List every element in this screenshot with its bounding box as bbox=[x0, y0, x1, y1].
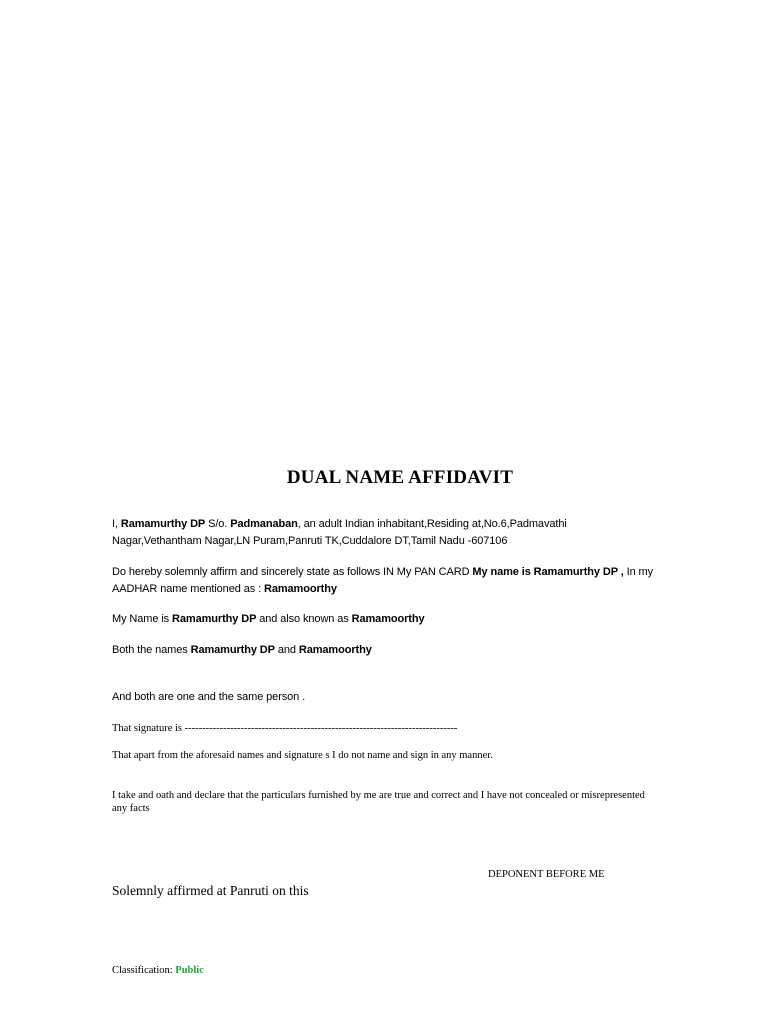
both-bold-2: Ramamoorthy bbox=[298, 644, 372, 656]
father-name: Padmanaban bbox=[230, 518, 298, 530]
my-name-text-2: and also known as bbox=[256, 613, 352, 625]
deponent-label: DEPONENT BEFORE ME bbox=[488, 869, 605, 880]
solemnly-affirmed-line: Solemnly affirmed at Panruti on this bbox=[112, 883, 309, 898]
intro-prefix: I, bbox=[112, 518, 121, 530]
affirm-line-1 bbox=[112, 564, 692, 581]
oath-line-1: I take and oath and declare that the particulars furnished by me are true and correct and I have not concealed or misrepresented bbox=[112, 790, 645, 801]
oath-line-2: any facts bbox=[112, 803, 150, 814]
my-name-paragraph bbox=[112, 611, 692, 628]
signature-line: That signature is ------------------------------------------------------------------------------ bbox=[112, 723, 458, 734]
both-names-paragraph bbox=[112, 642, 692, 659]
affirm-bold-1: My name is Ramamurthy DP , bbox=[472, 566, 624, 578]
deponent-name: Ramamurthy DP bbox=[120, 518, 206, 530]
intro-rest: , an adult Indian inhabitant,Residing at,No.6,Padmavathi bbox=[297, 518, 567, 530]
aadhar-name: Ramamoorthy bbox=[263, 583, 337, 595]
affirm-line2-text: AADHAR name mentioned as : bbox=[112, 583, 264, 595]
my-name-bold-2: Ramamoorthy bbox=[351, 613, 425, 625]
classification-label: Classification: bbox=[112, 965, 176, 976]
apart-paragraph: That apart from the aforesaid names and signature s I do not name and sign in any manner. bbox=[112, 750, 493, 761]
intro-line-2: Nagar,Vethantham Nagar,LN Puram,Panruti TK,Cuddalore DT,Tamil Nadu -607106 bbox=[112, 535, 508, 547]
affirm-text-1: Do hereby solemnly affirm and sincerely state as follows IN My PAN CARD bbox=[112, 566, 473, 578]
affirm-paragraph bbox=[112, 564, 692, 598]
affirm-line-2 bbox=[112, 581, 692, 598]
classification-footer bbox=[112, 964, 692, 977]
affirm-text-2: In my bbox=[623, 566, 654, 578]
my-name-text-1: My Name is bbox=[112, 613, 173, 625]
oath-paragraph bbox=[112, 789, 692, 815]
document-title: DUAL NAME AFFIDAVIT bbox=[286, 467, 514, 488]
both-text-1: Both the names bbox=[112, 644, 191, 656]
my-name-bold-1: Ramamurthy DP bbox=[172, 613, 257, 625]
classification-value: Public bbox=[175, 965, 204, 976]
intro-line-1 bbox=[112, 516, 692, 533]
son-of-label: S/o. bbox=[205, 518, 231, 530]
both-text-2: and bbox=[274, 644, 299, 656]
both-bold-1: Ramamurthy DP bbox=[190, 644, 275, 656]
intro-paragraph bbox=[112, 516, 692, 550]
same-person-paragraph: And both are one and the same person . bbox=[112, 691, 306, 703]
